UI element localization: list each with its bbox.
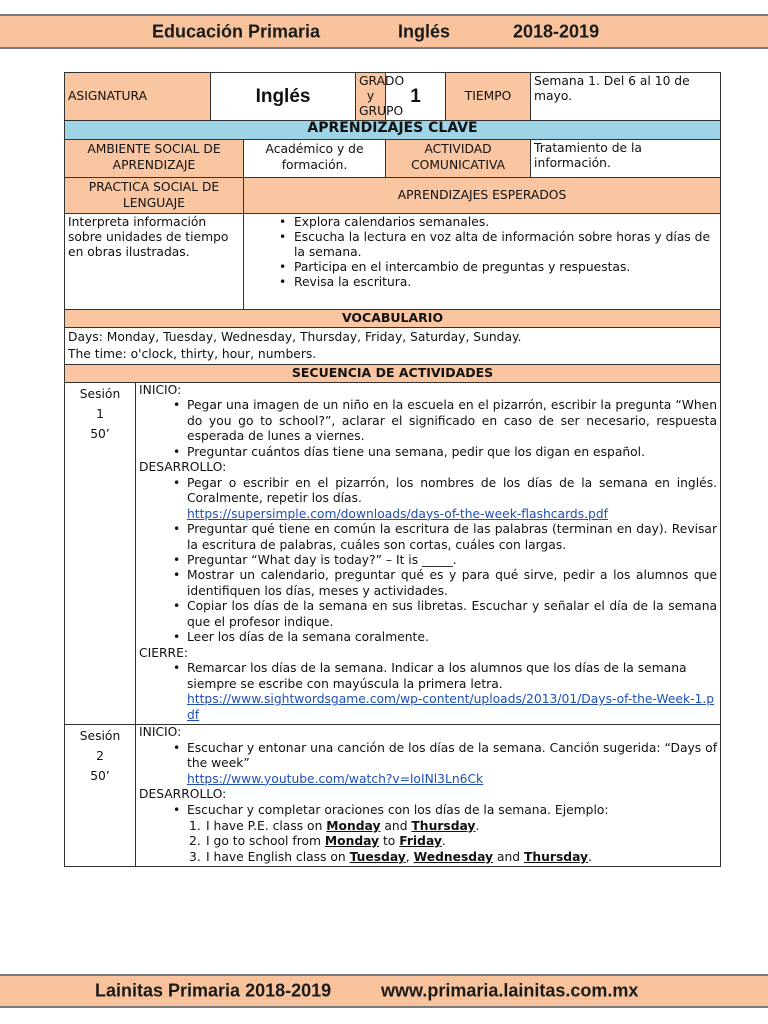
vocabulario-days: Days: Monday, Tuesday, Wednesday, Thursday, Friday, Saturday, Sunday. [68,330,522,344]
header-year: 2018-2019 [513,21,600,41]
practica-text: Interpreta información sobre unidades de tiempo en obras ilustradas. [65,214,244,310]
inicio-label: INICIO: [139,724,182,739]
vocabulario-row [65,328,721,365]
vocabulario-cell [65,328,721,365]
footer-url: www.primaria.lainitas.com.mx [381,980,639,1001]
desarrollo-label: DESARROLLO: [139,787,227,802]
esperados-list [247,215,717,290]
youtube-song-link[interactable]: https://www.youtube.com/watch?v=loINl3Ln6Ck [187,771,484,786]
asignatura-value: Inglés [211,73,356,121]
sesion-number: 2 [96,748,104,763]
list-item: • Preguntar cuántos días tiene una semana, pedir que los digan en español. [139,445,717,460]
secuencia-heading: SECUENCIA DE ACTIVIDADES [65,365,721,383]
example-item: 1. I have P.E. class on Monday and Thursday. [189,818,480,833]
header-title: Educación Primaria [152,21,321,41]
desarrollo-label: DESARROLLO: [139,460,227,475]
actividad-value: Tratamiento de la información. [531,140,721,178]
grado-label: GRADO y GRUPO [359,74,405,118]
list-item: • Pegar o escribir en el pizarrón, los nombres de los días de la semana en inglés. Coralmente, repetir los días. https://supersimple.com/downloads/days-of-the-week-flashcards.pdf [139,476,717,522]
vocabulario-time: The time: o'clock, thirty, hour, numbers. [68,347,317,361]
footer-left: Lainitas Primaria 2018-2019 [95,980,332,1001]
list-item: • Explora calendarios semanales. [247,215,717,230]
list-item: • Mostrar un calendario, preguntar qué es y para qué sirve, pedir a los alumnos que identifiquen los días, meses y actividades. [139,568,717,599]
practica-content-row [65,214,721,310]
sesion-2-row [65,724,721,866]
sesion-1-label-cell [65,383,136,725]
cierre-label: CIERRE: [139,645,188,660]
sesion-2-label-cell [65,724,136,866]
grado-label-wrap [356,73,405,121]
vocabulario-header-row [65,310,721,328]
tiempo-label: TIEMPO [446,73,531,121]
vocabulario-heading: VOCABULARIO [65,310,721,328]
list-item: • Preguntar “What day is today?” – It is _____. [139,553,717,568]
example-item: 2. I go to school from Monday to Friday. [189,834,446,849]
esperados-cell [244,214,721,310]
list-item: • Pegar una imagen de un niño en la escuela en el pizarrón, escribir la pregunta “When do you go to school?”, aclarar el significado en caso de ser necesario, respuesta esperada de lunes a viernes. [139,398,717,444]
sesion-2-content [136,724,721,866]
sesion-label: Sesión [79,387,121,401]
sesion-duration: 50’ [90,768,110,783]
ambiente-value: Académico y de formación. [244,140,386,178]
lesson-plan-table [64,72,721,867]
sesion-1-content [136,383,721,725]
days-of-week-pdf-link[interactable]: https://www.sightwordsgame.com/wp-content/uploads/2013/01/Days-of-the-Week-1.pdf [187,692,715,722]
list-item: • Participa en el intercambio de preguntas y respuestas. [247,260,717,275]
secuencia-header-row [65,365,721,383]
practica-header-row [65,178,721,214]
sesion-label: Sesión [79,728,121,743]
tiempo-value: Semana 1. Del 6 al 10 de mayo. [531,73,721,121]
list-item: • Escucha la lectura en voz alta de información sobre horas y días de la semana. [247,230,717,260]
footer-band [0,974,768,1008]
header-subject: Inglés [398,21,451,41]
list-item: • Escuchar y entonar una canción de los días de la semana. Canción sugerida: “Days of the week” https://www.youtube.com/watch?v=loINl3Ln6Ck [139,741,717,788]
grado-value: 1 [386,73,446,121]
actividad-label: ACTIVIDAD COMUNICATIVA [386,140,531,178]
list-item: • Revisa la escritura. [247,275,717,290]
list-item: • Remarcar los días de la semana. Indicar a los alumnos que los días de la semana siempre se escribe con mayúscula la primera letra. https://www.sightwordsgame.com/wp-content/uploads/2013/01/Days-of-the-Week-1.pdf [139,661,717,723]
ambiente-row [65,140,721,178]
aprendizajes-clave-row [65,121,721,140]
header-band [0,14,768,49]
asignatura-label: ASIGNATURA [65,73,211,121]
examples-list [139,819,717,866]
practica-label: PRACTICA SOCIAL DE LENGUAJE [65,178,244,214]
list-item: • Preguntar qué tiene en común la escritura de las palabras (terminan en day). Revisar la escritura de palabras, cuáles son cortas, cuáles con largas. [139,522,717,553]
list-item: • Escuchar y completar oraciones con los días de la semana. Ejemplo: [139,803,717,819]
flashcards-link[interactable]: https://supersimple.com/downloads/days-of-the-week-flashcards.pdf [187,506,608,521]
sesion-1-row [65,383,721,725]
example-item: 3. I have English class on Tuesday, Wednesday and Thursday. [189,849,592,864]
list-item: • Leer los días de la semana coralmente. [139,630,717,645]
esperados-label: APRENDIZAJES ESPERADOS [244,178,721,214]
sesion-number: 1 [96,407,104,421]
aprendizajes-clave-heading: APRENDIZAJES CLAVE [65,121,721,140]
ambiente-label: AMBIENTE SOCIAL DE APRENDIZAJE [65,140,244,178]
inicio-label: INICIO: [139,383,182,397]
list-item: • Copiar los días de la semana en sus libretas. Escuchar y señalar el día de la semana que el profesor indique. [139,599,717,630]
info-row [65,73,721,121]
sesion-duration: 50’ [90,427,110,441]
